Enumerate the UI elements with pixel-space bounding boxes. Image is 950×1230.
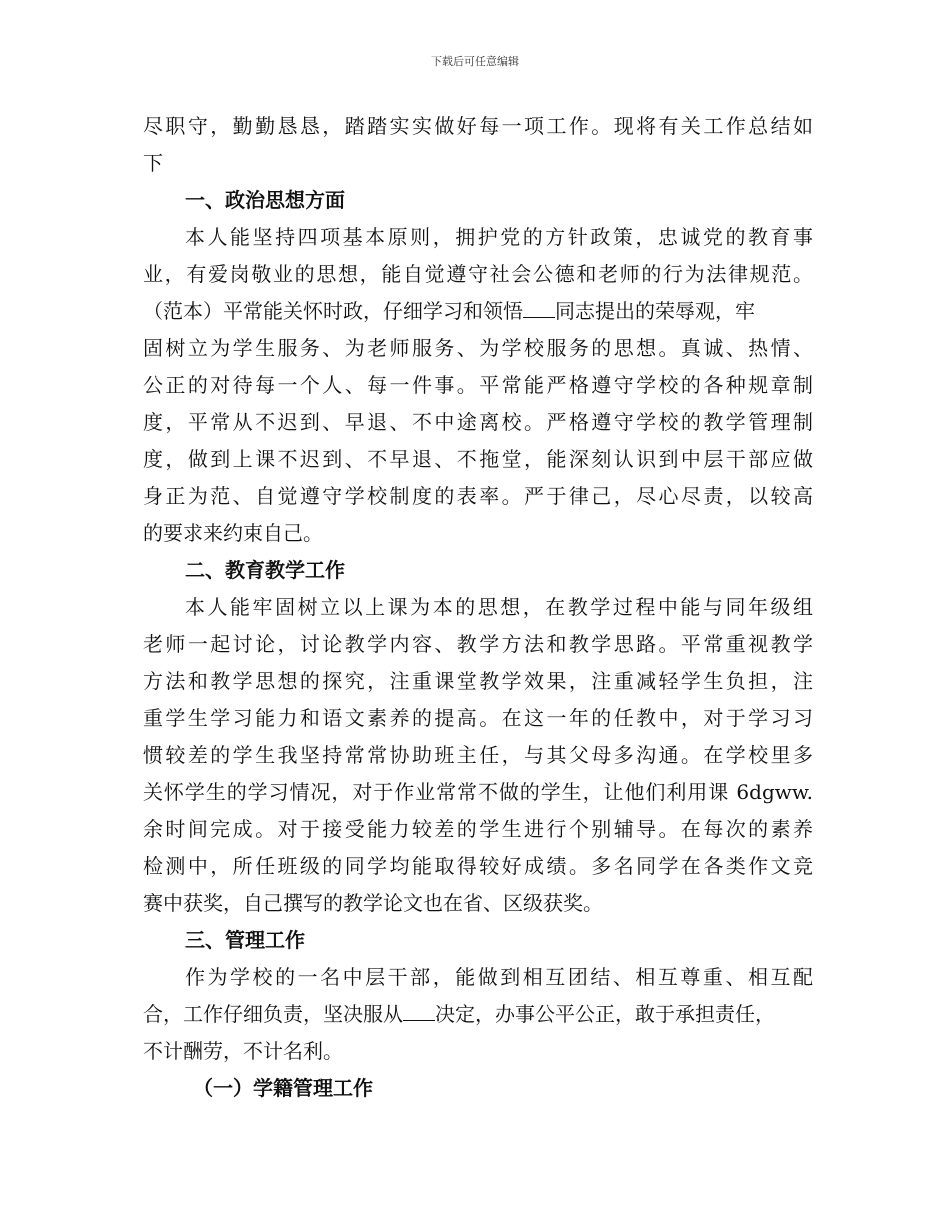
document-body (143, 108, 813, 1107)
paragraph-line: 身正为范、自觉遵守学校制度的表率。严于律己，尽心尽责，以较高 (143, 484, 813, 508)
intro-line: 下 (143, 151, 163, 175)
paragraph-line: 公正的对待每一个人、每一件事。平常能严格遵守学校的各种规章制 (143, 373, 813, 397)
intro-line: 尽职守，勤勤恳恳，踏踏实实做好每一项工作。现将有关工作总结如 (143, 114, 813, 138)
page-header (0, 53, 950, 69)
paragraph-line: 作为学校的一名中层干部，能做到相互团结、相互尊重、相互配 (185, 965, 813, 989)
paragraph-line (143, 293, 813, 330)
paragraph-line: 度，做到上课不迟到、不早退、不拖堂，能深刻认识到中层干部应做 (143, 447, 813, 471)
paragraph-line: 检测中，所任班级的同学均能取得较好成绩。多名同学在各类作文竞 (143, 854, 813, 878)
paragraph-line: 关怀学生的学习情况，对于作业常常不做的学生，让他们利用课 6dgww. (143, 780, 813, 804)
section-heading-management: 三、管理工作 (185, 928, 305, 952)
paragraph-line: 老师一起讨论，讨论教学内容、教学方法和教学思路。平常重视教学 (143, 632, 813, 656)
paragraph-text: 决定，办事公平公正，敢于承担责任， (435, 1002, 775, 1026)
section-heading-politics: 一、政治思想方面 (185, 188, 345, 212)
paragraph-line: 本人能坚持四项基本原则，拥护党的方针政策，忠诚党的教育事 (185, 225, 813, 249)
paragraph-line: 业，有爱岗敬业的思想，能自觉遵守社会公德和老师的行为法律规范。 (143, 262, 813, 286)
header-note: 下载后可任意编辑 (431, 55, 519, 68)
subsection-heading-enrollment: （一）学籍管理工作 (193, 1076, 373, 1100)
paragraph-text: （范本）平常能关怀时政，仔细学习和领悟 (143, 299, 523, 323)
paragraph-line: 方法和教学思想的探究，注重课堂教学效果，注重减轻学生负担，注 (143, 669, 813, 693)
section-heading-teaching: 二、教育教学工作 (185, 558, 345, 582)
paragraph-line: 不计酬劳，不计名利。 (143, 1039, 343, 1063)
paragraph-line: 惯较差的学生我坚持常常协助班主任，与其父母多沟通。在学校里多 (143, 743, 813, 767)
paragraph-line: 重学生学习能力和语文素养的提高。在这一年的任教中，对于学习习 (143, 706, 813, 730)
paragraph-text: 合，工作仔细负责，坚决服从 (143, 1002, 403, 1026)
paragraph-line: 度，平常从不迟到、早退、不中途离校。严格遵守学校的教学管理制 (143, 410, 813, 434)
fill-in-blank (403, 1002, 435, 1021)
paragraph-line: 本人能牢固树立以上课为本的思想，在教学过程中能与同年级组 (185, 595, 813, 619)
paragraph-line: 余时间完成。对于接受能力较差的学生进行个别辅导。在每次的素养 (143, 817, 813, 841)
paragraph-line: 赛中获奖，自己撰写的教学论文也在省、区级获奖。 (143, 891, 603, 915)
paragraph-text: 同志提出的荣辱观，牢 (555, 299, 755, 323)
paragraph-line: 固树立为学生服务、为老师服务、为学校服务的思想。真诚、热情、 (143, 336, 813, 360)
paragraph-line: 的要求来约束自己。 (143, 521, 323, 545)
fill-in-blank (523, 299, 555, 318)
paragraph-line (143, 996, 813, 1033)
